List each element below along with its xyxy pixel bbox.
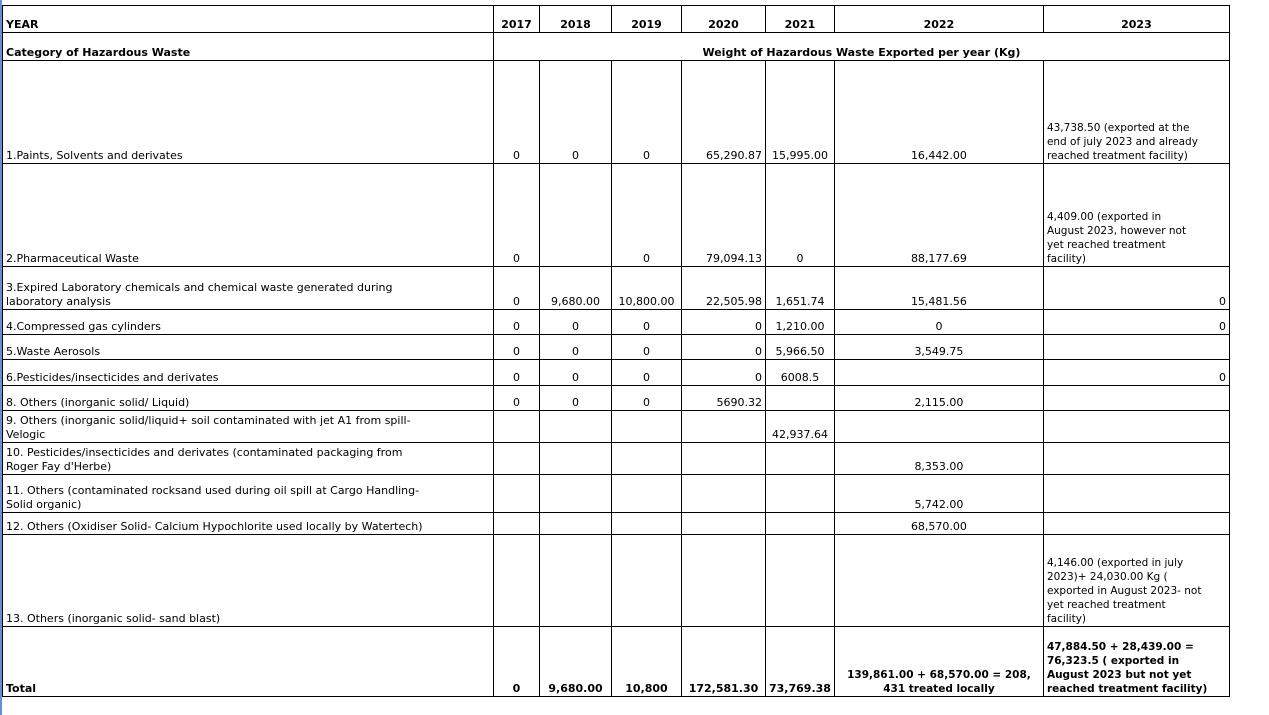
value-2022 — [834, 411, 1043, 443]
table-row — [3, 310, 1230, 335]
value-2023-line: yet reached treatment — [1046, 599, 1166, 611]
total-2019: 10,800 — [612, 627, 682, 697]
value-2019: 0 — [612, 335, 682, 360]
category-cell — [3, 310, 494, 335]
category-cell-line: 4.Compressed gas cylinders — [6, 320, 161, 333]
value-2020: 0 — [682, 360, 766, 386]
value-2019: 0 — [612, 164, 682, 267]
value-2021: 1,651.74 — [766, 267, 835, 310]
hazardous-waste-table — [2, 5, 1230, 697]
value-2020: 79,094.13 — [682, 164, 766, 267]
value-2021: 1,210.00 — [766, 310, 835, 335]
value-2020: 0 — [682, 310, 766, 335]
value-2023 — [1043, 267, 1229, 310]
value-2018 — [540, 164, 612, 267]
value-2019: 10,800.00 — [612, 267, 682, 310]
table-row — [3, 411, 1230, 443]
total-2023-line: reached treatment facility) — [1046, 683, 1208, 695]
value-2021 — [766, 443, 835, 475]
total-2023 — [1043, 627, 1229, 697]
category-cell-line: Roger Fay d'Herbe) — [6, 460, 112, 473]
value-2022: 0 — [834, 310, 1043, 335]
year-2018: 2018 — [540, 6, 612, 33]
value-2020 — [682, 411, 766, 443]
value-2023-line: exported in August 2023- not — [1046, 585, 1202, 597]
value-2020 — [682, 443, 766, 475]
value-2019 — [612, 535, 682, 627]
value-2022: 5,742.00 — [834, 475, 1043, 513]
table-row — [3, 61, 1230, 164]
value-2023-line: 43,738.50 (exported at the — [1046, 122, 1190, 134]
value-2018: 0 — [540, 386, 612, 411]
value-2022: 16,442.00 — [834, 61, 1043, 164]
value-2022: 15,481.56 — [834, 267, 1043, 310]
category-cell-line: 10. Pesticides/insecticides and derivates (contaminated packaging from — [6, 446, 403, 459]
value-2021: 6008.5 — [766, 360, 835, 386]
value-2023-line: reached treatment facility) — [1046, 150, 1188, 162]
value-2023 — [1043, 61, 1229, 164]
value-2021: 0 — [766, 164, 835, 267]
category-cell-line: 12. Others (Oxidiser Solid- Calcium Hypochlorite used locally by Watertech) — [6, 520, 423, 533]
total-2023-line: 47,884.50 + 28,439.00 = — [1046, 641, 1194, 653]
year-2022: 2022 — [834, 6, 1043, 33]
category-cell — [3, 267, 494, 310]
value-2018 — [540, 475, 612, 513]
value-2017: 0 — [494, 335, 540, 360]
value-2020: 0 — [682, 335, 766, 360]
value-2017: 0 — [494, 310, 540, 335]
category-cell — [3, 61, 494, 164]
value-2023 — [1043, 360, 1229, 386]
value-2021 — [766, 475, 835, 513]
value-2018: 9,680.00 — [540, 267, 612, 310]
category-cell — [3, 535, 494, 627]
year-2019: 2019 — [612, 6, 682, 33]
category-cell-line: 1.Paints, Solvents and derivates — [6, 149, 183, 162]
category-cell — [3, 386, 494, 411]
value-2023 — [1043, 386, 1229, 411]
category-cell-line: 2.Pharmaceutical Waste — [6, 252, 139, 265]
value-2023 — [1043, 164, 1229, 267]
value-2019: 0 — [612, 61, 682, 164]
value-2017 — [494, 475, 540, 513]
total-2017: 0 — [494, 627, 540, 697]
year-2023: 2023 — [1043, 6, 1229, 33]
value-2021 — [766, 513, 835, 535]
category-header-row — [3, 33, 1230, 61]
category-cell — [3, 475, 494, 513]
table-row — [3, 267, 1230, 310]
value-2023-line: end of july 2023 and already — [1046, 136, 1198, 148]
value-2020: 5690.32 — [682, 386, 766, 411]
value-2022: 8,353.00 — [834, 443, 1043, 475]
total-2020: 172,581.30 — [682, 627, 766, 697]
value-2023-line: 4,409.00 (exported in — [1046, 211, 1162, 223]
value-2023 — [1043, 310, 1229, 335]
table-row — [3, 386, 1230, 411]
value-2017 — [494, 411, 540, 443]
category-cell — [3, 411, 494, 443]
value-2018 — [540, 411, 612, 443]
total-2018: 9,680.00 — [540, 627, 612, 697]
year-2021: 2021 — [766, 6, 835, 33]
category-cell-line: 3.Expired Laboratory chemicals and chemical waste generated during — [6, 281, 393, 294]
weight-label: Weight of Hazardous Waste Exported per year (Kg) — [494, 33, 1230, 61]
value-2018: 0 — [540, 335, 612, 360]
value-2018: 0 — [540, 310, 612, 335]
table-row — [3, 475, 1230, 513]
value-2023-line: 0 — [1218, 320, 1226, 333]
table-row — [3, 164, 1230, 267]
value-2019 — [612, 475, 682, 513]
total-2022 — [834, 627, 1043, 697]
value-2020 — [682, 475, 766, 513]
category-cell-line: laboratory analysis — [6, 295, 111, 308]
value-2023 — [1043, 513, 1229, 535]
value-2022: 68,570.00 — [834, 513, 1043, 535]
value-2019 — [612, 411, 682, 443]
value-2023 — [1043, 475, 1229, 513]
total-2023-line: August 2023 but not yet — [1046, 669, 1192, 681]
value-2019 — [612, 513, 682, 535]
value-2023 — [1043, 443, 1229, 475]
value-2022 — [834, 535, 1043, 627]
value-2022: 88,177.69 — [834, 164, 1043, 267]
value-2017: 0 — [494, 61, 540, 164]
total-label: Total — [3, 627, 494, 697]
value-2022 — [834, 360, 1043, 386]
year-header-row — [3, 6, 1230, 33]
value-2022: 3,549.75 — [834, 335, 1043, 360]
value-2019: 0 — [612, 386, 682, 411]
category-cell-line: 9. Others (inorganic solid/liquid+ soil contaminated with jet A1 from spill- — [6, 414, 411, 427]
value-2018 — [540, 443, 612, 475]
category-cell — [3, 335, 494, 360]
value-2023-line: 0 — [1218, 295, 1226, 308]
value-2023 — [1043, 411, 1229, 443]
value-2021: 42,937.64 — [766, 411, 835, 443]
value-2017 — [494, 443, 540, 475]
value-2023-line: yet reached treatment — [1046, 239, 1166, 251]
value-2020: 65,290.87 — [682, 61, 766, 164]
category-cell-line: Velogic — [6, 428, 46, 441]
category-cell-line: 6.Pesticides/insecticides and derivates — [6, 371, 219, 384]
value-2017: 0 — [494, 164, 540, 267]
total-2023-line: 76,323.5 ( exported in — [1046, 655, 1180, 667]
category-cell-line: 13. Others (inorganic solid- sand blast) — [6, 612, 221, 625]
table-row — [3, 535, 1230, 627]
value-2020 — [682, 513, 766, 535]
table-row — [3, 360, 1230, 386]
value-2019 — [612, 443, 682, 475]
value-2017: 0 — [494, 386, 540, 411]
value-2018: 0 — [540, 360, 612, 386]
category-cell — [3, 164, 494, 267]
value-2023-line: 2023)+ 24,030.00 Kg ( — [1046, 571, 1168, 583]
value-2021 — [766, 535, 835, 627]
value-2020 — [682, 535, 766, 627]
table-row — [3, 443, 1230, 475]
value-2020: 22,505.98 — [682, 267, 766, 310]
table-row — [3, 335, 1230, 360]
value-2023 — [1043, 535, 1229, 627]
year-2020: 2020 — [682, 6, 766, 33]
total-2022-line: 139,861.00 + 68,570.00 = 208, — [847, 669, 1031, 681]
table-row — [3, 513, 1230, 535]
value-2017: 0 — [494, 360, 540, 386]
category-cell-line: 8. Others (inorganic solid/ Liquid) — [6, 396, 190, 409]
category-cell-line: Solid organic) — [6, 498, 82, 511]
category-cell-line: 11. Others (contaminated rocksand used during oil spill at Cargo Handling- — [6, 484, 420, 497]
value-2017: 0 — [494, 267, 540, 310]
value-2021: 5,966.50 — [766, 335, 835, 360]
value-2018: 0 — [540, 61, 612, 164]
value-2023-line: facility) — [1046, 613, 1087, 625]
value-2019: 0 — [612, 360, 682, 386]
category-cell — [3, 443, 494, 475]
category-cell-line: 5.Waste Aerosols — [6, 345, 101, 358]
value-2022: 2,115.00 — [834, 386, 1043, 411]
value-2017 — [494, 513, 540, 535]
category-cell — [3, 513, 494, 535]
value-2023-line: facility) — [1046, 253, 1087, 265]
category-label: Category of Hazardous Waste — [3, 33, 494, 61]
category-cell — [3, 360, 494, 386]
value-2023-line: August 2023, however not — [1046, 225, 1187, 237]
value-2023-line: 4,146.00 (exported in july — [1046, 557, 1184, 569]
value-2021 — [766, 386, 835, 411]
value-2021: 15,995.00 — [766, 61, 835, 164]
value-2018 — [540, 535, 612, 627]
total-row — [3, 627, 1230, 697]
total-2021: 73,769.38 — [766, 627, 835, 697]
value-2023 — [1043, 335, 1229, 360]
year-2017: 2017 — [494, 6, 540, 33]
value-2018 — [540, 513, 612, 535]
value-2023-line: 0 — [1218, 371, 1226, 384]
year-label: YEAR — [3, 6, 494, 33]
value-2019: 0 — [612, 310, 682, 335]
total-2022-line: 431 treated locally — [883, 683, 995, 695]
value-2017 — [494, 535, 540, 627]
